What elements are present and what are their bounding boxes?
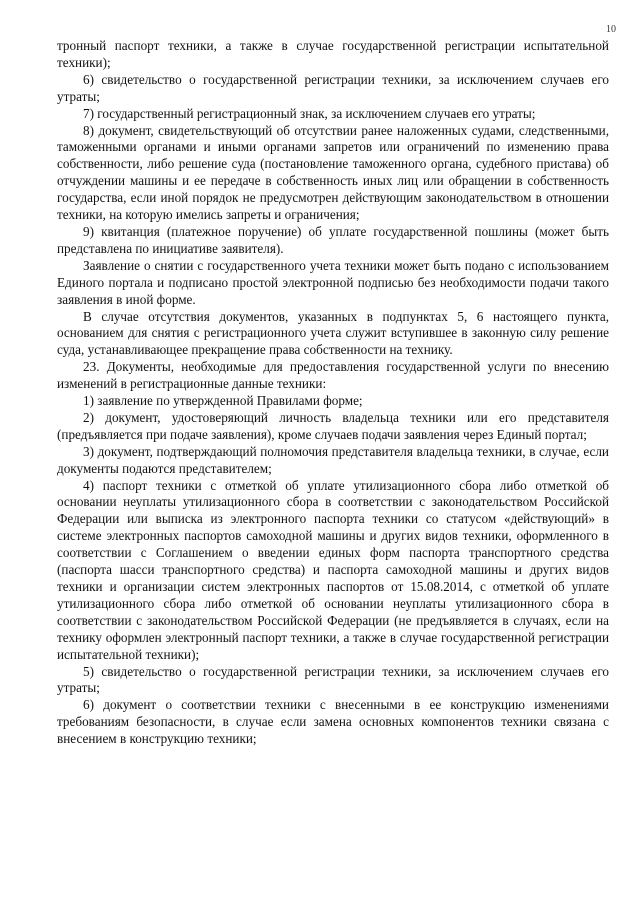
paragraph: тронный паспорт техники, а также в случае государственной регистрации испытательной техники); [57, 38, 609, 70]
paragraph: 5) свидетельство о государственной регистрации техники, за исключением случаев его утраты; [57, 663, 609, 696]
paragraph: 6) документ о соответствии техники с внесенными в ее конструкцию изменениями требованиям безопасности, в случае если замена основных компонентов техники связана с внесением в конструкцию техники; [57, 697, 609, 747]
paragraph: 2) документ, удостоверяющий личность владельца техники или его представителя (предъявляется при подаче заявления), кроме случаев подачи заявления через Единый портал; [57, 409, 609, 442]
paragraph: 7) государственный регистрационный знак, за исключением случаев его утраты; [83, 105, 536, 121]
paragraph: 1) заявление по утвержденной Правилами форме; [83, 393, 363, 409]
paragraph: 6) свидетельство о государственной регистрации техники, за исключением случаев его утраты; [57, 71, 609, 104]
paragraph: 3) документ, подтверждающий полномочия представителя владельца техники, в случае, если документы подаются представителем; [57, 443, 609, 476]
paragraph: В случае отсутствия документов, указанных в подпунктах 5, 6 настоящего пункта, основанием для снятия с регистрационного учета служит вступившее в законную силу решение суда, устанавливающее прекращение права собственности на технику. [57, 308, 609, 358]
document-body [57, 38, 609, 748]
paragraph: 8) документ, свидетельствующий об отсутствии ранее наложенных судами, следственными, таможенными органами и иными органами запретов или ограничений по изменению права собственности, либо решение суда (постановление таможенного органа, судебного пристава) об отчуждении машины и ее передаче в собственность иных лиц или обращении в собственность государства, если иной порядок не предусмотрен действующим законодательством в отношении техники, на которую имелись запреты и ограничения; [57, 122, 609, 223]
paragraph: 4) паспорт техники с отметкой об уплате утилизационного сбора либо отметкой об основании неуплаты утилизационного сбора в соответствии с законодательством Российской Федерации или выписка из электронного паспорта техники со статусом «действующий» в системе электронных паспортов самоходной машины и других видов техники, оформленного в соответствии с Соглашением о введении единых форм паспорта транспортного средства (паспорта шасси транспортного средства) и паспорта самоходной машины и других видов техники и организации систем электронных паспортов от 15.08.2014, с отметкой об уплате утилизационного сбора либо отметкой об основании неуплаты утилизационного сбора в соответствии с законодательством Российской Федерации (не предъявляется в случаях, если на технику оформлен электронный паспорт техники, а также в случае государственной регистрации испытательной техники); [57, 477, 609, 662]
paragraph: Заявление о снятии с государственного учета техники может быть подано с использованием Единого портала и подписано простой электронной подписью без необходимости подачи такого заявления в иной форме. [57, 257, 609, 307]
page-number: 10 [606, 24, 616, 35]
paragraph: 9) квитанция (платежное поручение) об уплате государственной пошлины (может быть представлена по инициативе заявителя). [57, 223, 609, 256]
paragraph: 23. Документы, необходимые для предоставления государственной услуги по внесению изменений в регистрационные данные техники: [57, 359, 609, 392]
